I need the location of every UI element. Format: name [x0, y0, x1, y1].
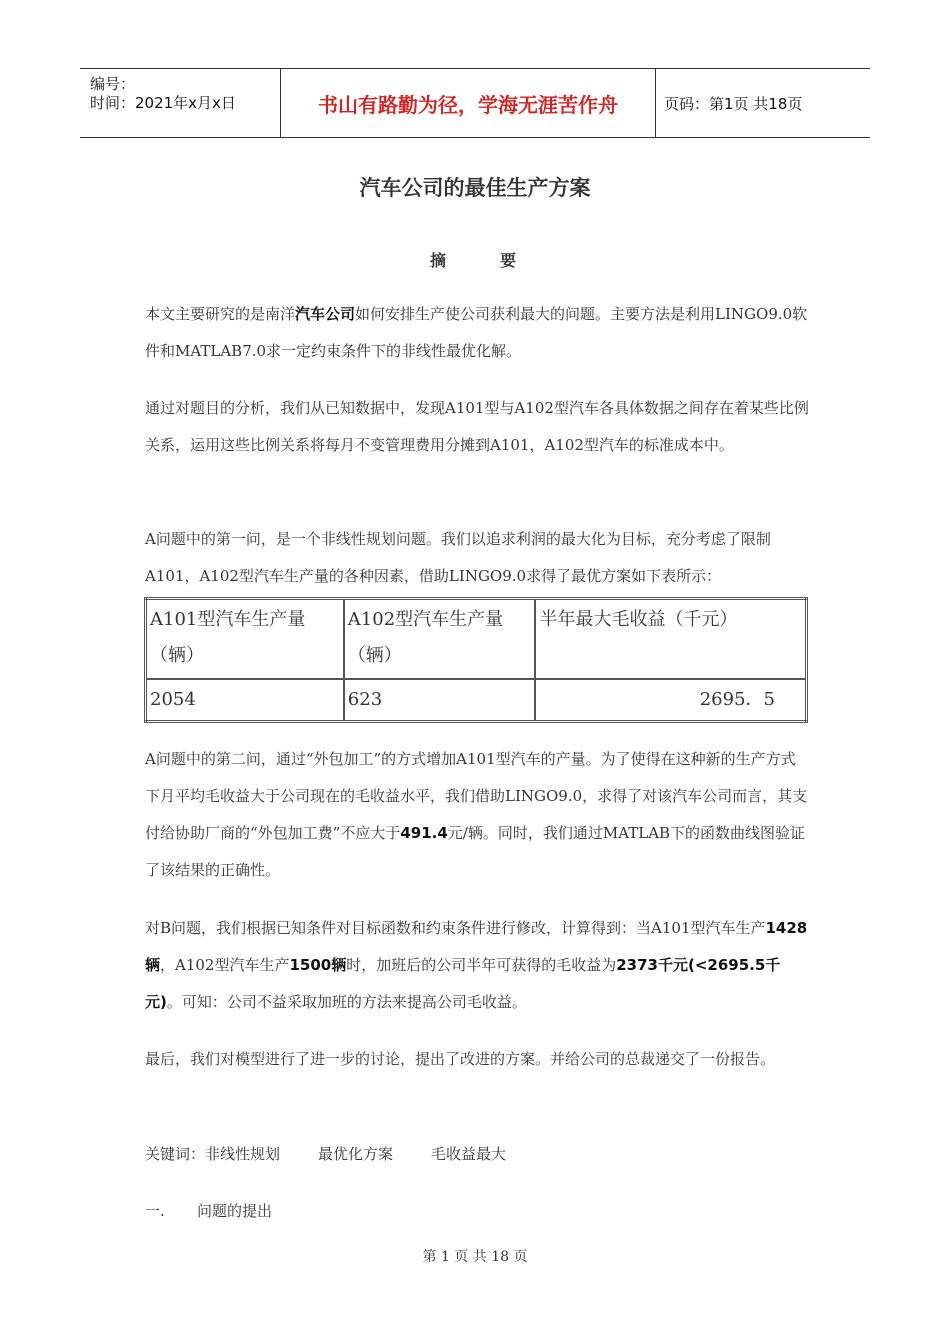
paragraph-3 — [145, 521, 810, 595]
time-label: 时间：2021年x月x日 — [90, 94, 236, 112]
paragraph-6 — [145, 1041, 810, 1078]
p5-text-a: 对B问题，我们根据已知条件对目标函数和约束条件进行修改，计算得到：当A101型汽车生产 — [145, 919, 766, 937]
keywords — [145, 1143, 544, 1164]
table-header-a102: A102型汽车生产量（辆） — [344, 599, 536, 680]
p1-text-b: 如何安排生产使公司获利最大的问题。主要方法是利用LINGO9.0软件和MATLAB7.0求一定约束条件下的非线性最优化解。 — [145, 305, 808, 360]
p5-bold-1: 1428辆 — [145, 919, 808, 974]
table-row — [146, 679, 807, 722]
p5-text-c: 时，加班后的公司半年可获得的毛收益为 — [346, 956, 617, 974]
p1-text-a: 本文主要研究的是南洋 — [145, 305, 296, 323]
paragraph-4 — [145, 741, 810, 889]
abstract-heading — [430, 248, 516, 271]
p3-text: A问题中的第一问，是一个非线性规划问题。我们以追求利润的最大化为目标，充分考虑了限制A101，A102型汽车生产量的各种因素，借助LINGO9.0求得了最优方案如下表所示： — [145, 530, 771, 585]
p4-bold: 491.4 — [400, 824, 448, 842]
section-index: 一. — [145, 1202, 165, 1220]
header-meta — [80, 69, 280, 137]
keyword-2: 最优化方案 — [318, 1145, 394, 1163]
p2-text: 通过对题目的分析，我们从已知数据中，发现A101型与A102型汽车各具体数据之间存在着某些比例关系，运用这些比例关系将每月不变管理费用分摊到A101，A102型汽车的标准成本中。 — [145, 399, 809, 454]
table-header-revenue: 半年最大毛收益（千元） — [535, 599, 806, 680]
abstract-heading-char-1: 摘 — [430, 251, 447, 270]
document-title: 汽车公司的最佳生产方案 — [359, 176, 591, 200]
p6-text: 最后，我们对模型进行了进一步的讨论，提出了改进的方案。并给公司的总裁递交了一份报告。 — [145, 1050, 776, 1068]
page-info: 页码：第1页 共18页 — [664, 95, 803, 113]
keyword-3: 毛收益最大 — [431, 1145, 507, 1163]
table-header-a101: A101型汽车生产量（辆） — [146, 599, 344, 680]
table-cell-a102: 623 — [344, 679, 536, 722]
motto: 书山有路勤为径，学海无涯苦作舟 — [280, 69, 656, 137]
p4-text-b: 元/辆。同时，我们通过MATLAB下的函数曲线图验证了该结果的正确性。 — [145, 824, 806, 879]
paragraph-1 — [145, 296, 810, 370]
abstract-heading-char-2: 要 — [500, 251, 517, 270]
p5-bold-2: 1500辆 — [289, 956, 347, 974]
p5-bold-3: 2373千元(<2695.5千元) — [145, 956, 781, 1011]
paragraph-5 — [145, 910, 810, 1021]
section-title: 问题的提出 — [197, 1202, 273, 1220]
page-header — [80, 68, 870, 138]
table-cell-a101: 2054 — [146, 679, 344, 722]
keyword-1: 关键词：非线性规划 — [145, 1145, 281, 1163]
page-footer: 第 1 页 共 18 页 — [422, 1249, 528, 1265]
p4-text-a: A问题中的第二问，通过“外包加工”的方式增加A101型汽车的产量。为了使得在这种新的生产方式下月平均毛收益大于公司现在的毛收益水平，我们借助LINGO9.0，求得了对该汽车公司而言，其支付给协助厂商的“外包加工费”不应大于 — [145, 750, 808, 842]
section-heading — [145, 1200, 272, 1221]
p1-bold: 汽车公司 — [295, 305, 356, 323]
paragraph-2 — [145, 390, 810, 464]
result-table — [144, 597, 808, 723]
table-cell-revenue: 2695．5 — [535, 679, 806, 722]
table-header-row — [146, 599, 807, 680]
p5-text-b: ，A102型汽车生产 — [160, 956, 290, 974]
number-label: 编号： — [90, 75, 136, 93]
p5-text-d: 。可知：公司不益采取加班的方法来提高公司毛收益。 — [166, 993, 527, 1011]
